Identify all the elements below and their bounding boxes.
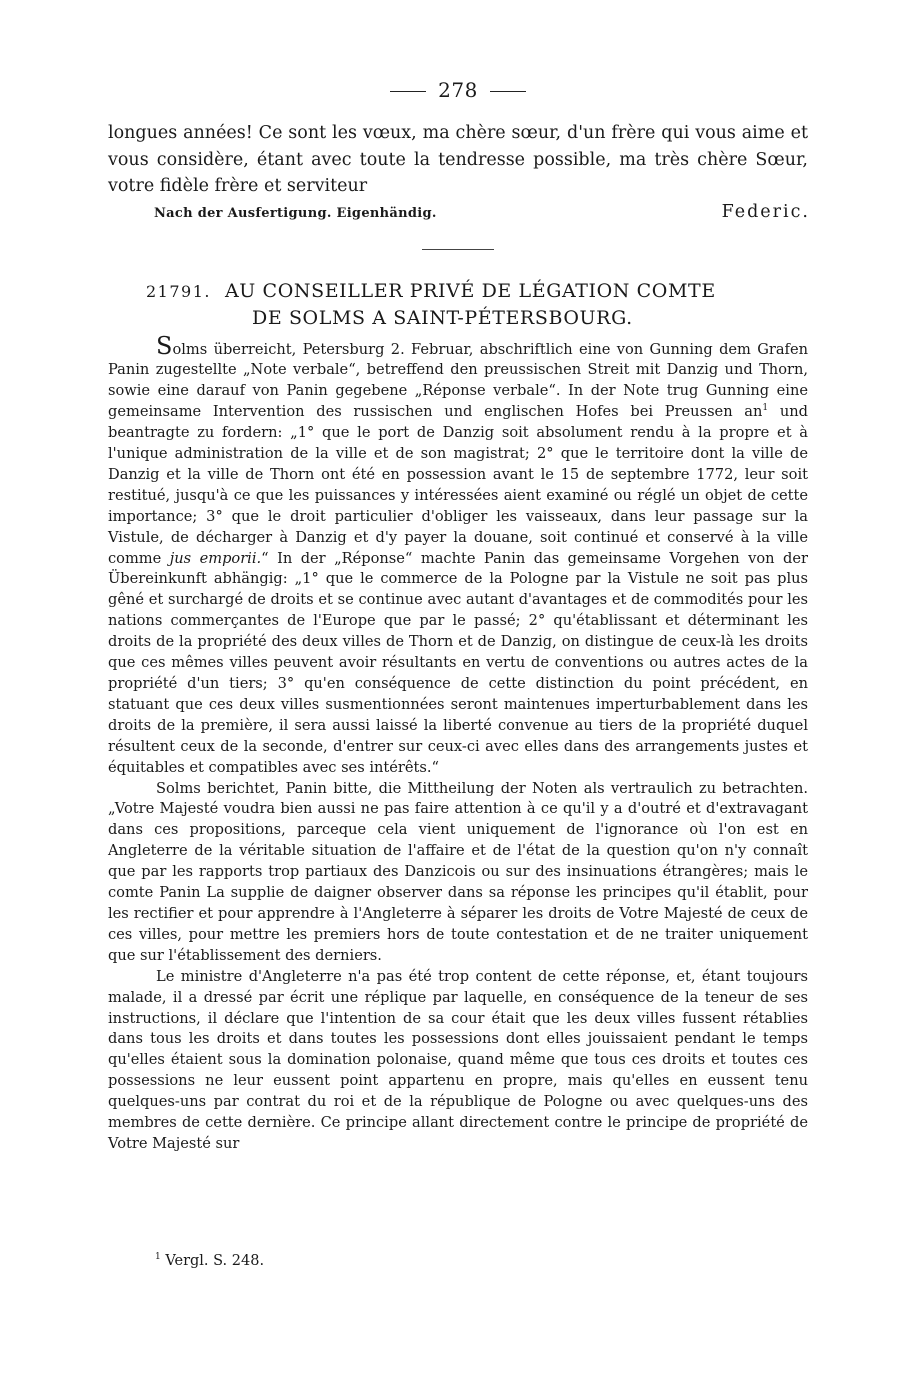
- paragraph-1-part-a: Solms überreicht, Petersburg 2. Februar, abschriftlich eine von Gunning dem Grafen Panin zugestellte „Note verbale“, betreffend den preussischen Streit mit Danzig und Thorn, sowie eine darauf von Panin gegebene „Réponse verbale“. In der Note trug Gunning eine gemeinsame Intervention des russischen und englischen Hofes bei Preussen an: [108, 331, 808, 421]
- paragraph-3: Le ministre d'Angleterre n'a pas été trop content de cette réponse, et, étant toujours malade, il a dressé par écrit une réplique par laquelle, en conséquence de la teneur de ses instructions, il déclare que l'intention de sa cour était que les deux villes fussent rétablies dans tous les droits et dans toutes les possessions dont elles jouissaient pendant le temps qu'elles étaient sous la domination polonaise, quand même que tous ces droits et toutes ces possessions ne leur eussent point appartenu en propre, mais qu'elles en eussent tenu quelques-uns par contrat du roi et de la république de Pologne ou avec quelques-uns des membres de cette dernière. Ce principe allant directement contre le principe de propriété de Votre Majesté sur: [108, 967, 808, 1152]
- document-body: [108, 331, 808, 1155]
- heading-line-2: DE SOLMS A SAINT-PÉTERSBOURG.: [252, 306, 633, 329]
- footnote-text: Vergl. S. 248.: [165, 1253, 265, 1269]
- page-number: 278: [438, 78, 478, 102]
- document-heading: [146, 278, 808, 332]
- footnote: [155, 1253, 264, 1269]
- paragraph-1-part-b: und beantragte zu fordern: „1° que le port de Danzig soit absolument rendu à la propre et à l'unique administration de la ville et de son magistrat; 2° que le territoire dont la ville de Danzig et la ville de Thorn ont été en possession avant le 15 de septembre 1772, leur soit restitué, jusqu'à ce que les puissances y intéressées aient examiné ou réglé un objet de cette importance; 3° que le droit particulier d'obliger les vaisseaux, dans leur passage sur la Vistule, de décharger à Danzig et d'y payer la douane, soit continué et conservé à la ville comme: [108, 403, 808, 567]
- source-note: Nach der Ausfertigung. Eigenhändig.: [154, 205, 437, 221]
- previous-letter-ending: [108, 120, 808, 221]
- running-head: [108, 78, 808, 102]
- footnote-marker: 1: [155, 1252, 161, 1263]
- heading-line-1: AU CONSEILLER PRIVÉ DE LÉGATION COMTE: [224, 279, 716, 302]
- latin-term: jus emporii.: [169, 549, 262, 567]
- page-content: [108, 78, 808, 1155]
- footnote-reference: 1: [762, 403, 769, 414]
- paragraph-1: [108, 331, 808, 779]
- letter-closing-text: longues années! Ce sont les vœux, ma chère sœur, d'un frère qui vous aime et vous considère, étant avec toute la tendresse possible, ma très chère Sœur, votre fidèle frère et serviteur: [108, 123, 808, 196]
- paragraph-1-part-c: “ In der „Réponse“ machte Panin das gemeinsame Vorgehen von der Übereinkunft abhängig: „1° que le commerce de la Pologne par la Vistule ne soit pas plus gêné et surchargé de droits et se continue avec autant d'avantages et de commodités pour les nations commerçantes de l'Europe que par le passé; 2° qu'établissant et déterminant les droits de la propriété des deux villes de Thorn et de Danzig, on distingue de ceux-là les droits que ces mêmes villes peuvent avoir résultants en vertu de conventions ou autres actes de la propriété d'un tiers; 3° qu'en conséquence de cette distinction du point précédent, en statuant que ces deux villes susmentionnées seront maintenues imperturbablement dans les droits de la première, il sera aussi laissé la liberté convenue au tiers de la propriété duquel résultent ceux de la seconde, d'entrer sur ceux-ci avec elles dans des arrangements justes et équitables et compatibles avec ses intérêts.“: [108, 549, 808, 776]
- right-dash: [490, 91, 526, 92]
- signature: Federic.: [721, 202, 810, 222]
- section-divider: [422, 249, 494, 250]
- document-number: 21791.: [146, 281, 211, 301]
- left-dash: [390, 91, 426, 92]
- paragraph-2: Solms berichtet, Panin bitte, die Mittheilung der Noten als vertraulich zu betrachten. „Votre Majesté voudra bien aussi ne pas faire attention à ce qu'il y a d'outré et d'extravagant dans ces propositions, parceque cela vient uniquement de l'ignorance où l'on est en Angleterre de la véritable situation de l'affaire et de l'état de la question qu'on n'y connaît que par les rapports trop partiaux des Danzicois ou sur des insinuations étrangères; mais le comte Panin La supplie de daigner observer dans sa réponse les principes qu'il établit, pour les rectifier et pour apprendre à l'Angleterre à séparer les droits de Votre Majesté de ceux de ces villes, pour mettre les premiers hors de toute contestation et de ne traiter uniquement que sur l'établissement des derniers.: [108, 779, 808, 964]
